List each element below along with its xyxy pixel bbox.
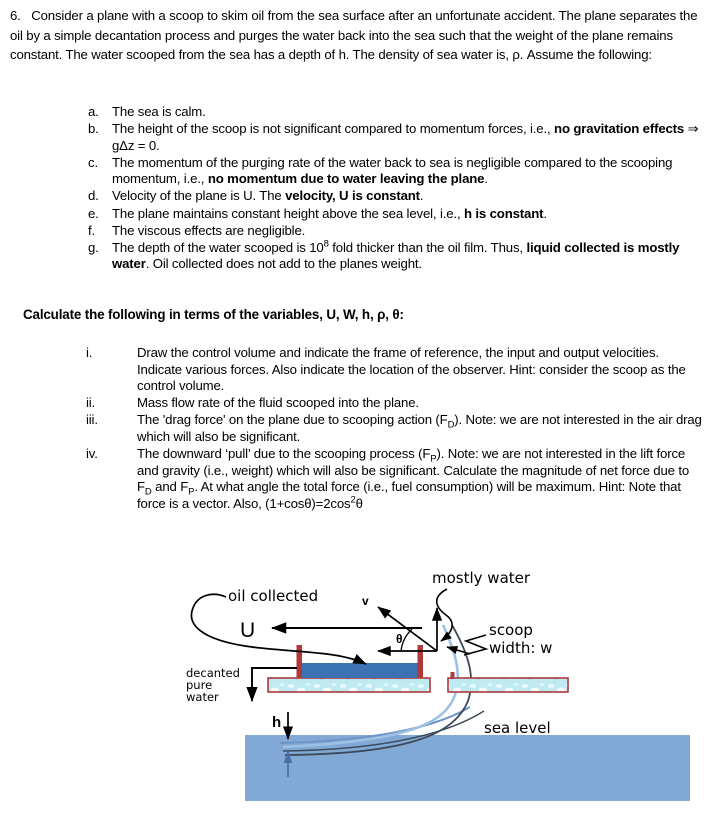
assumption-item [88, 104, 703, 121]
assumption-item [88, 223, 703, 240]
task-item [86, 446, 706, 512]
collected-oil [300, 663, 420, 678]
assumption-item [88, 121, 703, 154]
assumption-item-marker: f. [88, 222, 96, 238]
task-item-marker: iv. [86, 446, 98, 462]
task-item [86, 395, 706, 412]
assumption-item-text: The viscous effects are negligible. [112, 222, 306, 238]
assumption-item-marker: a. [88, 104, 99, 119]
assumptions-list [88, 104, 703, 273]
scoop-diagram [0, 555, 723, 817]
tasks-list [86, 345, 706, 513]
decanted-label-line1: decanted [186, 666, 240, 680]
assumption-item-text: The plane maintains constant height above the sea level, i.e., h is constant. [112, 205, 547, 221]
mostly-water-label: mostly water [432, 569, 531, 587]
assumption-item-marker: b. [88, 121, 99, 137]
assumption-item-text: The sea is calm. [112, 104, 206, 119]
assumption-item-text: The depth of the water scooped is $10^8$ fold thicker than the oil film. Thus, liquid collected is mostly water. Oil collected does not add to the planes weight. [112, 238, 680, 272]
wing-wall [451, 672, 455, 679]
assumption-item [88, 240, 703, 273]
resultant-velocity-arrow [378, 607, 437, 651]
velocity-u-label: U [240, 619, 256, 642]
assumption-item-marker: e. [88, 205, 99, 221]
assumption-item [88, 206, 703, 223]
oil-collected-label: oil collected [228, 587, 319, 605]
calculate-heading: Calculate the following in terms of the variables, U, W, h, ρ, θ: [23, 307, 404, 322]
assumption-item-text: The momentum of the purging rate of the water back to sea is negligible compared to the scooping momentum, i.e., no momentum due to water leaving the plane. [112, 154, 673, 187]
sea-level-label: sea level [484, 719, 551, 737]
task-item-text: Mass flow rate of the fluid scooped into the plane. [137, 395, 419, 411]
velocity-v-label: v [362, 594, 369, 608]
assumption-item [88, 188, 703, 205]
task-item-marker: ii. [86, 395, 96, 411]
theta-arc [401, 629, 412, 651]
mostly-water-pointer [437, 589, 452, 641]
question-number: 6. [10, 8, 21, 23]
assumption-item-text: The height of the scoop is not significant compared to momentum forces, i.e., no gravitation effects ⇒ gΔz = 0. [112, 121, 699, 153]
assumption-item-marker: c. [88, 154, 98, 170]
question-intro [10, 6, 710, 65]
question-intro-text: Consider a plane with a scoop to skim oil from the sea surface after an unfortunate accident. The plane separates the oil by a simple decantation process and purges the water back into the sea such that the weight of the plane remains constant. The water scooped from the sea has a depth of h. The density of sea water is, ρ. Assume the following: [10, 8, 698, 63]
tank-base-water-band [268, 678, 430, 692]
assumption-item [88, 155, 703, 188]
wing-water-band [448, 678, 568, 692]
scoop-label-line2: width: w [489, 639, 553, 657]
scoop-pointer-zigzag [464, 635, 486, 655]
assumption-item-marker: d. [88, 188, 99, 204]
task-item-text: The 'drag force' on the plane due to scooping action $(F_D)$. Note: we are not interested in the air drag which will also be significant. [137, 412, 702, 444]
theta-label: θ [396, 632, 403, 646]
task-item [86, 412, 706, 445]
assumption-item-text: Velocity of the plane is U. The velocity, U is constant. [112, 188, 424, 204]
scoop-label-line1: scoop [489, 621, 533, 639]
tank-wall-right [418, 645, 424, 678]
scoop-pointer-arrow [447, 647, 470, 654]
task-item-marker: i. [86, 345, 93, 360]
task-item-text: The downward ‘pull’ due to the scooping process $(F_P)$. Note: we are not interested in the lift force and gravity (i.e., weight) which will also be significant. Calculate the magnitude of net force due to $F_D$ and $F_P$. At what angle the total force (i.e., fuel consumption) will be maximum. Hint: Note that force is a vector. Also, $(1+\cos\theta)=2\cos^2\theta$ [137, 446, 690, 511]
depth-h-label: h [272, 714, 282, 731]
assumption-item-marker: g. [88, 239, 99, 255]
task-item [86, 345, 706, 395]
decanted-label-line2: pure [186, 678, 213, 692]
task-item-text: Draw the control volume and indicate the frame of reference, the input and output velocities. Indicate various forces. Also indicate the location of the observer. Hint: consider the scoop as the control volume. [137, 345, 686, 394]
tank-wall-left [297, 645, 303, 678]
decanted-label-line3: water [186, 690, 219, 704]
task-item-marker: iii. [86, 412, 98, 428]
